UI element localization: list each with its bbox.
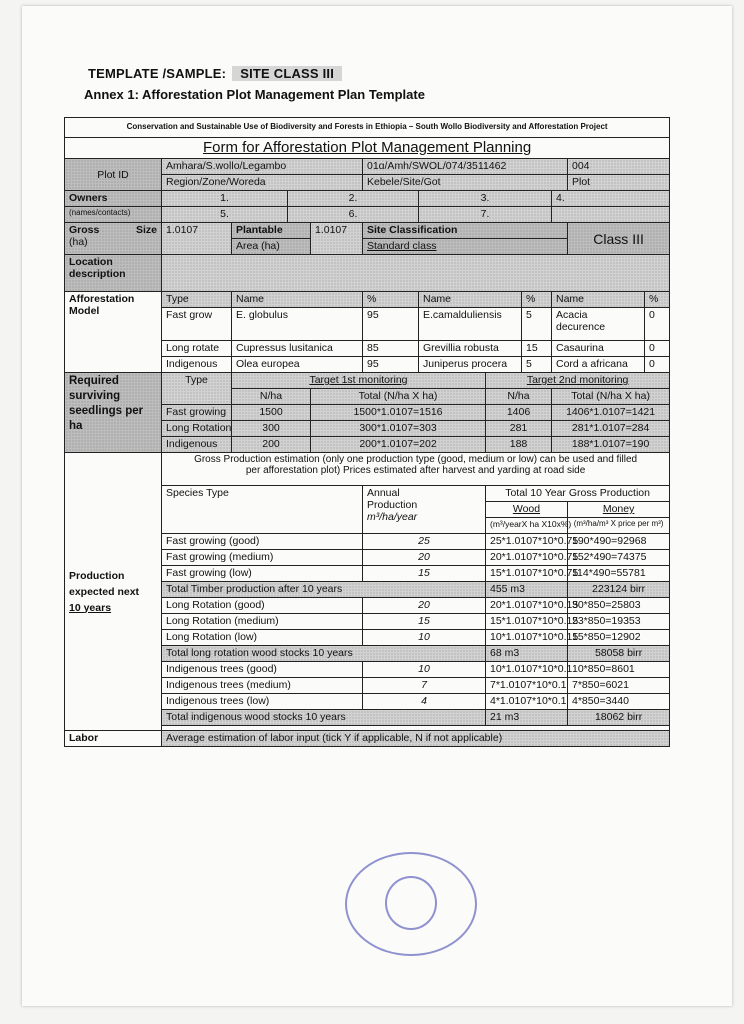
region-value: Amhara/S.wollo/Legambo xyxy=(162,159,363,175)
site-class-highlight: SITE CLASS III xyxy=(232,66,342,81)
seedling-nha: 200 xyxy=(232,437,311,453)
seedlings-header-target2: Target 2nd monitoring xyxy=(486,373,670,389)
production-annual: 10 xyxy=(363,630,486,646)
production-wood: 15*1.0107*10*0.75 xyxy=(486,566,568,582)
production-header-total: Total 10 Year Gross Production xyxy=(486,486,670,502)
model-header-name: Name xyxy=(232,292,363,308)
template-heading: TEMPLATE /SAMPLE: SITE CLASS III xyxy=(88,66,342,81)
seedling-type: Long Rotation xyxy=(162,421,232,437)
gross-size-label: Gross Size (ha) xyxy=(65,223,162,255)
seedling-total: 188*1.0107=190 xyxy=(552,437,670,453)
official-stamp xyxy=(345,852,477,956)
species-pct: 0 xyxy=(645,341,670,357)
production-species: Fast growing (low) xyxy=(162,566,363,582)
production-wood: 4*1.0107*10*0.1 xyxy=(486,694,568,710)
production-annual: 25 xyxy=(363,534,486,550)
species-pct: 0 xyxy=(645,308,670,341)
seedlings-header-nha: N/ha xyxy=(232,389,311,405)
model-header-type: Type xyxy=(162,292,232,308)
production-header-wood-unit: (m³/yearX ha X10x%) xyxy=(486,518,568,534)
seedlings-header-target1: Target 1st monitoring xyxy=(232,373,486,389)
production-species: Fast growing (medium) xyxy=(162,550,363,566)
production-header-money-unit: (m³/ha/m³ X price per m³) xyxy=(568,518,670,534)
species-name: Casaurina xyxy=(552,341,645,357)
seedling-nha: 1406 xyxy=(486,405,552,421)
production-annual: 20 xyxy=(363,550,486,566)
production-species: Indigenous trees (good) xyxy=(162,662,363,678)
afforestation-model-label: Afforestation Model xyxy=(65,292,162,373)
model-header-name: Name xyxy=(552,292,645,308)
seedlings-header-total: Total (N/ha X ha) xyxy=(311,389,486,405)
species-pct: 15 xyxy=(522,341,552,357)
owner-slot[interactable]: 5. xyxy=(162,207,288,223)
seedling-total: 1500*1.0107=1516 xyxy=(311,405,486,421)
form-title: Form for Afforestation Plot Management Planning xyxy=(65,138,670,159)
seedlings-header-nha: N/ha xyxy=(486,389,552,405)
production-total-money: 223124 birr xyxy=(568,582,670,598)
seedling-type: Fast growing xyxy=(162,405,232,421)
model-type: Indigenous xyxy=(162,357,232,373)
model-header-pct: % xyxy=(645,292,670,308)
seedling-nha: 1500 xyxy=(232,405,311,421)
species-name: Acacia decurence xyxy=(552,308,645,341)
species-pct: 95 xyxy=(363,308,419,341)
production-species: Long Rotation (good) xyxy=(162,598,363,614)
owner-slot[interactable]: 1. xyxy=(162,191,288,207)
production-total-label: Total Timber production after 10 years xyxy=(162,582,486,598)
production-wood: 20*1.0107*10*0.15 xyxy=(486,598,568,614)
plot-value: 004 xyxy=(568,159,670,175)
site-classification-label: Site Classification xyxy=(363,223,568,239)
production-species: Long Rotation (medium) xyxy=(162,614,363,630)
production-species: Indigenous trees (medium) xyxy=(162,678,363,694)
seedling-total: 1406*1.0107=1421 xyxy=(552,405,670,421)
labor-label: Labor xyxy=(65,731,162,747)
species-name: E. globulus xyxy=(232,308,363,341)
production-total-wood: 455 m3 xyxy=(486,582,568,598)
production-money: 15*850=12902 xyxy=(568,630,670,646)
region-label: Region/Zone/Woreda xyxy=(162,175,363,191)
species-name: Olea europea xyxy=(232,357,363,373)
production-species: Long Rotation (low) xyxy=(162,630,363,646)
species-pct: 5 xyxy=(522,308,552,341)
production-header-wood: Wood xyxy=(486,502,568,518)
production-wood: 10*1.0107*10*0.15 xyxy=(486,630,568,646)
production-wood: 25*1.0107*10*0.75 xyxy=(486,534,568,550)
species-name: Juniperus procera xyxy=(419,357,522,373)
species-name: Grevillia robusta xyxy=(419,341,522,357)
seedling-total: 300*1.0107=303 xyxy=(311,421,486,437)
production-annual: 15 xyxy=(363,566,486,582)
location-label: Location description xyxy=(65,255,162,292)
species-pct: 95 xyxy=(363,357,419,373)
owner-slot[interactable]: 2. xyxy=(288,191,419,207)
model-header-pct: % xyxy=(363,292,419,308)
class-value: Class III xyxy=(568,223,670,255)
production-wood: 20*1.0107*10*0.75 xyxy=(486,550,568,566)
production-money: 4*850=3440 xyxy=(568,694,670,710)
species-pct: 0 xyxy=(645,357,670,373)
seedling-nha: 300 xyxy=(232,421,311,437)
owner-slot[interactable]: 6. xyxy=(288,207,419,223)
production-annual: 4 xyxy=(363,694,486,710)
species-pct: 85 xyxy=(363,341,419,357)
production-header-annual: Annual Production m³/ha/year xyxy=(363,486,486,534)
plantable-value: 1.0107 xyxy=(311,223,363,255)
production-money: 10*850=8601 xyxy=(568,662,670,678)
production-money: 190*490=92968 xyxy=(568,534,670,550)
model-header-pct: % xyxy=(522,292,552,308)
model-type: Fast grow xyxy=(162,308,232,341)
owners-label: Owners xyxy=(65,191,162,207)
production-species: Indigenous trees (low) xyxy=(162,694,363,710)
owners-sublabel: (names/contacts) xyxy=(65,207,162,223)
model-header-name: Name xyxy=(419,292,522,308)
production-money: 23*850=19353 xyxy=(568,614,670,630)
seedling-total: 200*1.0107=202 xyxy=(311,437,486,453)
production-total-label: Total indigenous wood stocks 10 years xyxy=(162,710,486,726)
production-total-label: Total long rotation wood stocks 10 years xyxy=(162,646,486,662)
production-label: Production expected next 10 years xyxy=(65,453,162,731)
species-pct: 5 xyxy=(522,357,552,373)
owner-slot[interactable]: 4. xyxy=(552,191,670,207)
production-money: 7*850=6021 xyxy=(568,678,670,694)
production-total-money: 18062 birr xyxy=(568,710,670,726)
seedling-nha: 188 xyxy=(486,437,552,453)
model-type: Long rotate xyxy=(162,341,232,357)
production-annual: 20 xyxy=(363,598,486,614)
plantable-label: Plantable xyxy=(232,223,311,239)
production-wood: 10*1.0107*10*0.1 xyxy=(486,662,568,678)
production-header-money: Money xyxy=(568,502,670,518)
location-field[interactable] xyxy=(162,255,670,292)
seedling-type: Indigenous xyxy=(162,437,232,453)
production-money: 30*850=25803 xyxy=(568,598,670,614)
kebele-label: Kebele/Site/Got xyxy=(363,175,568,191)
owner-slot[interactable]: 3. xyxy=(419,191,552,207)
production-money: 114*490=55781 xyxy=(568,566,670,582)
area-label: Area (ha) xyxy=(232,239,311,255)
labor-text: Average estimation of labor input (tick Y if applicable, N if not applicable) xyxy=(162,731,670,747)
species-name: E.camalduliensis xyxy=(419,308,522,341)
plot-id-label: Plot ID xyxy=(65,159,162,191)
plot-management-form xyxy=(64,117,670,747)
species-name: Cupressus lusitanica xyxy=(232,341,363,357)
production-annual: 7 xyxy=(363,678,486,694)
production-annual: 15 xyxy=(363,614,486,630)
production-wood: 7*1.0107*10*0.1 xyxy=(486,678,568,694)
owner-slot[interactable]: 7. xyxy=(419,207,552,223)
production-total-money: 58058 birr xyxy=(568,646,670,662)
production-total-wood: 68 m3 xyxy=(486,646,568,662)
project-line: Conservation and Sustainable Use of Biodiversity and Forests in Ethiopia – South Wollo Biodiversity and Afforestation Project xyxy=(65,118,670,138)
species-name: Cord a africana xyxy=(552,357,645,373)
production-money: 152*490=74375 xyxy=(568,550,670,566)
production-species: Fast growing (good) xyxy=(162,534,363,550)
seedlings-header-total: Total (N/ha X ha) xyxy=(552,389,670,405)
production-wood: 15*1.0107*10*0.15 xyxy=(486,614,568,630)
production-header-species: Species Type xyxy=(162,486,363,534)
plot-label: Plot xyxy=(568,175,670,191)
kebele-value: 01ɑ/Amh/SWOL/074/3511462 xyxy=(363,159,568,175)
standard-class-label: Standard class xyxy=(363,239,568,255)
annex-title: Annex 1: Afforestation Plot Management Plan Template xyxy=(84,87,425,102)
seedling-nha: 281 xyxy=(486,421,552,437)
seedling-total: 281*1.0107=284 xyxy=(552,421,670,437)
production-annual: 10 xyxy=(363,662,486,678)
seedlings-label: Required surviving seedlings per ha xyxy=(65,373,162,453)
production-note: Gross Production estimation (only one production type (good, medium or low) can be used and filled per afforestation plot) Prices estimated after harvest and yarding at road side xyxy=(162,453,670,486)
seedlings-header-type: Type xyxy=(162,373,232,405)
production-total-wood: 21 m3 xyxy=(486,710,568,726)
gross-value: 1.0107 xyxy=(162,223,232,255)
